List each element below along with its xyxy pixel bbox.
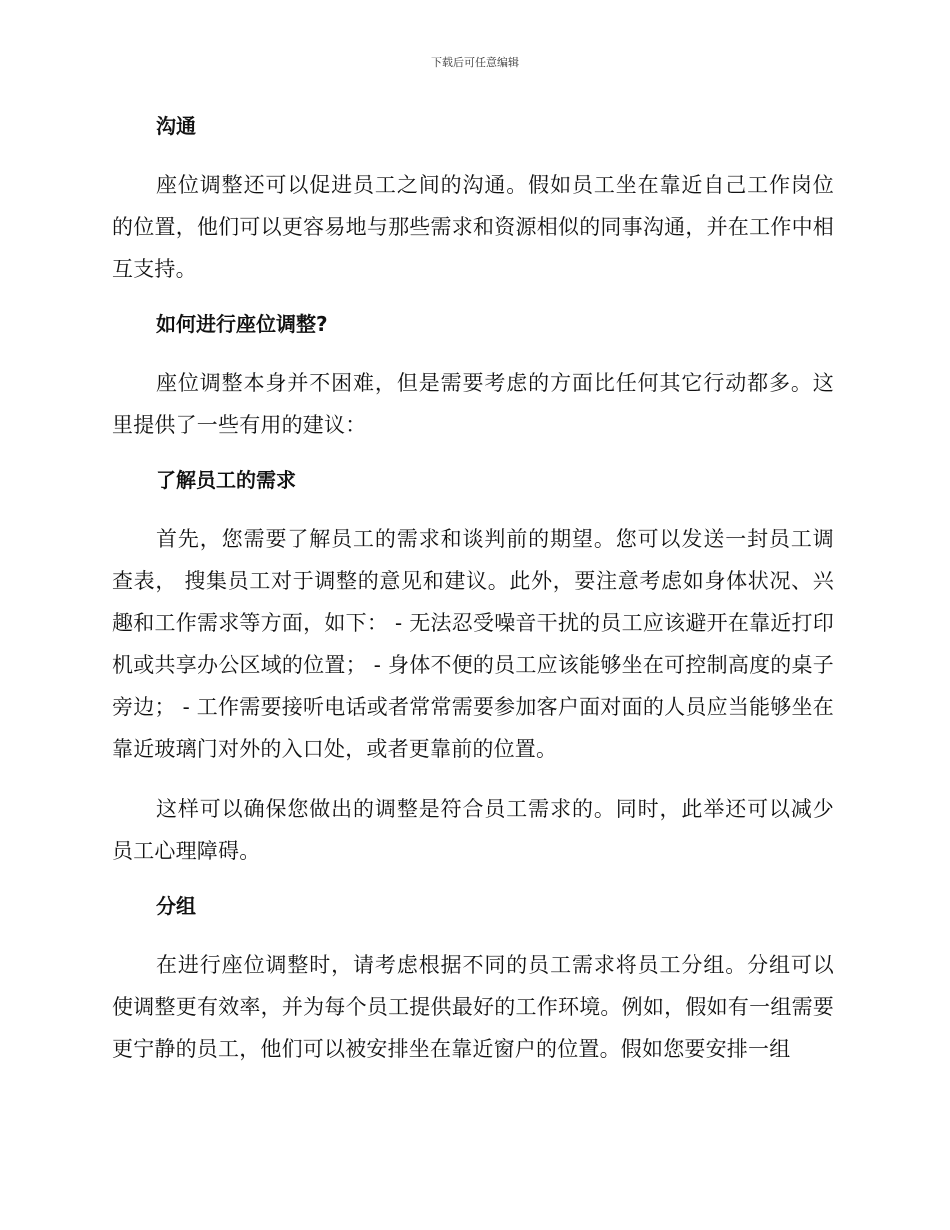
document-body — [112, 110, 834, 1088]
section-heading-how-to-adjust: 如何进行座位调整? — [156, 312, 328, 336]
section-heading-communication: 沟通 — [156, 114, 196, 138]
paragraph-employee-needs: 首先，您需要了解员工的需求和谈判前的期望。您可以发送一封员工调查表， 搜集员工对于调整的意见和建议。此外，要注意考虑如身体状况、兴趣和工作需求等方面，如下： - 无法忍受噪音干扰的员工应该避开在靠近打印机或共享办公区域的位置； - 身体不便的员工应该能够坐在可控制高度的桌子旁边； - 工作需要接听电话或者常常需要参加客户面对面的人员应当能够坐在靠近玻璃门对外的入口处，或者更靠前的位置。 — [112, 527, 834, 761]
paragraph-employee-needs-summary: 这样可以确保您做出的调整是符合员工需求的。同时，此举还可以减少员工心理障碍。 — [112, 797, 834, 863]
section-heading-employee-needs: 了解员工的需求 — [156, 468, 296, 492]
page-header: 下载后可任意编辑 — [431, 56, 519, 69]
paragraph-grouping: 在进行座位调整时，请考虑根据不同的员工需求将员工分组。分组可以使调整更有效率，并为每个员工提供最好的工作环境。例如，假如有一组需要更宁静的员工，他们可以被安排坐在靠近窗户的位置。假如您要安排一组 — [112, 953, 834, 1061]
section-heading-grouping: 分组 — [156, 894, 196, 918]
paragraph-how-to-adjust: 座位调整本身并不困难，但是需要考虑的方面比任何其它行动都多。这里提供了一些有用的建议： — [112, 371, 834, 437]
paragraph-communication: 座位调整还可以促进员工之间的沟通。假如员工坐在靠近自己工作岗位的位置，他们可以更容易地与那些需求和资源相似的同事沟通，并在工作中相互支持。 — [112, 173, 834, 281]
